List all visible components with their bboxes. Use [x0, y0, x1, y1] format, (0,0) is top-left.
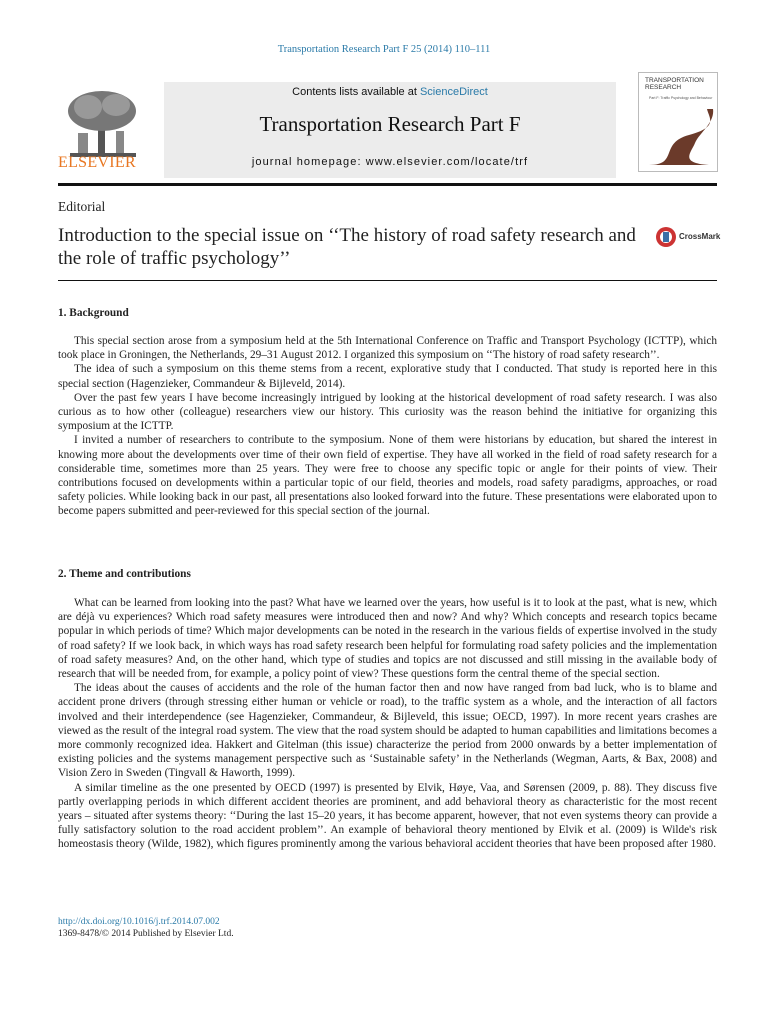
journal-reference[interactable]: Transportation Research Part F 25 (2014) 110–111: [277, 44, 491, 55]
article-type: Editorial: [58, 199, 106, 214]
paragraph: This special section arose from a symposium held at the 5th International Conference on Traffic and Transport Psychology (ICTTP), which took place in Groningen, the Netherlands, 29–31 August 2012. I organized this symposium on ‘‘The history of road safety research’’.: [58, 335, 717, 362]
paragraph: The ideas about the causes of accidents and the role of the human factor then and now have ranged from bad luck, who is to blame and accident prone drivers (through stressing either human or vehicle or road), to the traffic system as a whole, and the interaction of all factors involved and their interdependence (see Hagenzieker, Commandeur, & Bijleveld, this issue; OECD, 1997). In more recent years crashes are viewed as the result of the integral road system. The view that the road system should be adapted to human capabilities and limitations becomes a more commonly recognized idea. Hakkert and Gitelman (this issue) characterize the period from 2000 onwards by a better implementation of existing policies and the systems management perspective such as ‘Sustainable safety’ in the Netherlands (Wegman, Aarts, & Bax, 2008) and Vision Zero in Sweden (Tingvall & Haworth, 1999).: [58, 682, 717, 780]
contents-prefix: Contents lists available at: [292, 86, 420, 98]
paragraph: The idea of such a symposium on this theme stems from a recent, explorative study that I conducted. That study is reported here in this special section (Hagenzieker, Commandeur & Bijleveld, 2014).: [58, 363, 717, 390]
contents-line: [164, 86, 616, 98]
paragraph: What can be learned from looking into the past? What have we learned over the years, how useful is it to look at the past, what is new, which are déjà vu experiences? Which road safety measures were introduced then and now? And why? Which concepts and research topics became popular in which periods of time? Which major developments can be noted in the research in the various fields of expertise involved in the study of road safety? If we look back, in which ways has road safety research been helpful for formulating road safety policies and the implementation of road safety measures? And, on the other hand, which type of studies and topics are not discussed and still missing in the available body of research that will be needed from, for example, a policy point of view? These questions form the central theme of the special section.: [58, 597, 717, 681]
crossmark-button[interactable]: [655, 226, 720, 248]
copyright: 1369-8478/© 2014 Published by Elsevier Ltd.: [58, 929, 234, 939]
journal-banner: [164, 82, 616, 178]
section-heading: 2. Theme and contributions: [58, 568, 191, 580]
masthead: [58, 72, 718, 182]
footer: [58, 916, 234, 940]
paragraph: Over the past few years I have become increasingly intrigued by looking at the historical development of road safety research. I was also curious as to how other (colleague) researchers view our history. This curiosity was the reason behind the initiative for organizing this symposium at the ICTTP.: [58, 391, 717, 433]
doi-link[interactable]: http://dx.doi.org/10.1016/j.trf.2014.07.002: [58, 917, 220, 927]
section-heading: 1. Background: [58, 307, 129, 319]
journal-homepage[interactable]: journal homepage: www.elsevier.com/locate/trf: [251, 156, 529, 168]
journal-title: Transportation Research Part F: [259, 112, 521, 136]
title-rule: [58, 280, 717, 281]
cover-title: TRANSPORTATION RESEARCH: [645, 77, 704, 91]
sciencedirect-link[interactable]: ScienceDirect: [419, 86, 488, 98]
journal-cover: [638, 72, 718, 172]
article-title: Introduction to the special issue on ‘‘The history of road safety research and the role of traffic psychology’’: [58, 225, 636, 269]
crossmark-label: CrossMark: [679, 232, 721, 241]
publisher-name: ELSEVIER: [58, 154, 136, 171]
cover-subtitle: Part F: Traffic Psychology and Behaviour: [649, 96, 713, 100]
paragraph: A similar timeline as the one presented by OECD (1997) is presented by Elvik, Høye, Vaa, and Sørensen (2009, p. 88). They discuss five partly overlapping periods in which different accident theories are prominent, and add behavioral theory as characteristic for the most recent years – situated after systems theory: ‘‘During the last 15–20 years, it has become apparent, however, that not even systems theory can provide a fully satisfactory solution to the road accident problem’’. An example of behavioral theory mentioned by Elvik et al. (2009) is Wilde's risk homeostasis theory (Wilde, 1982), which figures prominently among the various behavioral accident theories that have been proposed after 1980.: [58, 781, 717, 851]
section-body-theme: [58, 596, 717, 852]
cover-road-icon: [639, 73, 717, 171]
header-rule: [58, 183, 717, 186]
crossmark-icon: [655, 226, 677, 248]
section-body-background: [58, 334, 717, 519]
paragraph: I invited a number of researchers to contribute to the symposium. None of them were historians by education, but shared the interest in knowing more about the developments over time of their own field of expertise. They have all worked in the field of road safety research for a considerable time, sometimes more than 25 years. They were free to choose any specific topic or angle for their points of view. Their contributions focused on developments within a particular topic of our field, theories and models, road safety paradigms, approaches, or road safety policies. While looking back in our past, all presentations also looked forward into the future. These presentations were elaborated upon to become papers submitted and peer-reviewed for this special section of the journal.: [58, 434, 717, 518]
